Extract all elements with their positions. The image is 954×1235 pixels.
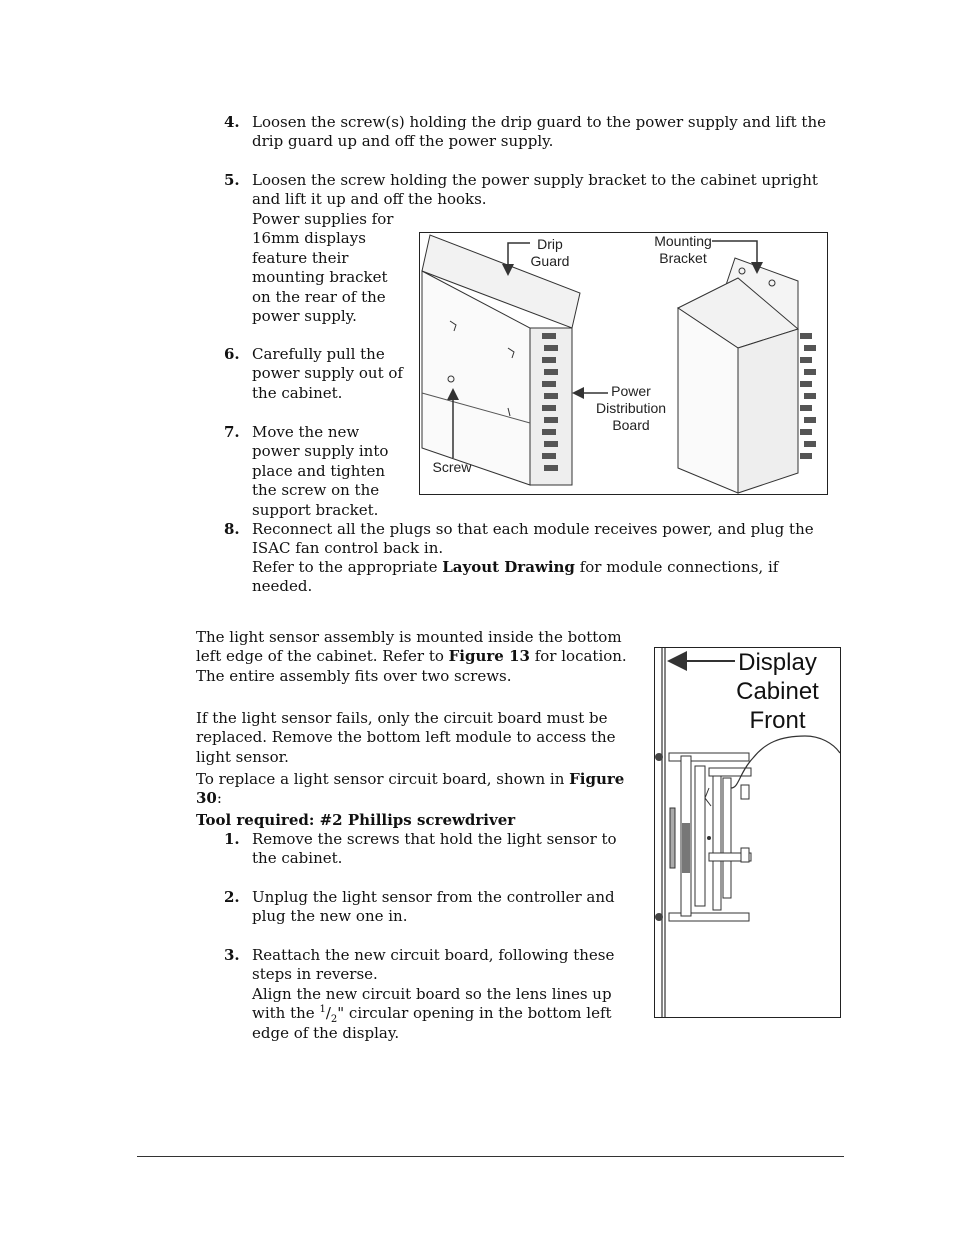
mounting-bracket-label: Mounting Bracket bbox=[654, 233, 712, 266]
sensor-step-1-number: 1. bbox=[224, 830, 240, 848]
power-supply-figure bbox=[419, 232, 828, 495]
step-7-text: Move the new power supply into place and tighten the screw on the support bracket. bbox=[252, 423, 389, 519]
figure-13-ref: Figure 13 bbox=[448, 647, 530, 666]
light-sensor-intro: The light sensor assembly is mounted inside the bottom left edge of the cabinet. Refer to Figure 13 for location. The entire assembly fits over two screws. bbox=[196, 628, 627, 685]
display-cabinet-front-label: Display Cabinet Front bbox=[736, 649, 819, 734]
sensor-step-2-text: Unplug the light sensor from the controller and plug the new one in. bbox=[252, 888, 615, 926]
step-8-text: Reconnect all the plugs so that each module receives power, and plug the ISAC fan control back in. bbox=[252, 520, 814, 558]
step-7-number: 7. bbox=[224, 423, 240, 441]
step-8-reference: Refer to the appropriate Layout Drawing for module connections, if needed. bbox=[252, 558, 779, 596]
step-6-number: 6. bbox=[224, 345, 240, 363]
step-5-number: 5. bbox=[224, 171, 240, 189]
sensor-step-2-number: 2. bbox=[224, 888, 240, 906]
layout-drawing-ref: Layout Drawing bbox=[442, 558, 575, 576]
footer-rule bbox=[137, 1156, 844, 1157]
figure-30-ref: Figure 30 bbox=[196, 770, 625, 808]
light-sensor-replace-intro: To replace a light sensor circuit board, shown in Figure 30: bbox=[196, 770, 625, 808]
sensor-step-3-note: Align the new circuit board so the lens lines up with the $^1/_2$" circular opening in the bottom left edge of the display. bbox=[252, 985, 612, 1042]
step-4-text: Loosen the screw(s) holding the drip guard to the power supply and lift the drip guard up and off the power supply. bbox=[252, 113, 826, 151]
step-6-text: Carefully pull the power supply out of the cabinet. bbox=[252, 345, 403, 402]
light-sensor-failure-note: If the light sensor fails, only the circuit board must be replaced. Remove the bottom left module to access the light sensor. bbox=[196, 709, 616, 766]
sensor-step-1-text: Remove the screws that hold the light sensor to the cabinet. bbox=[252, 830, 617, 868]
drip-guard-label: Drip Guard bbox=[530, 236, 570, 269]
sensor-step-3-number: 3. bbox=[224, 946, 240, 964]
step-5-note: Power supplies for 16mm displays feature their mounting bracket on the rear of the power supply. bbox=[252, 210, 394, 326]
power-distribution-board-label: Power Distribution Board bbox=[595, 383, 667, 433]
sensor-step-3-text: Reattach the new circuit board, following these steps in reverse. bbox=[252, 946, 615, 984]
light-sensor-figure bbox=[654, 647, 841, 1018]
step-8-number: 8. bbox=[224, 520, 240, 538]
power-supply-illustration bbox=[420, 233, 827, 494]
step-4-number: 4. bbox=[224, 113, 240, 131]
tool-required: Tool required: #2 Phillips screwdriver bbox=[196, 811, 516, 829]
screw-label: Screw bbox=[432, 459, 472, 475]
step-5-text: Loosen the screw holding the power supply bracket to the cabinet upright and lift it up and off the hooks. bbox=[252, 171, 818, 209]
